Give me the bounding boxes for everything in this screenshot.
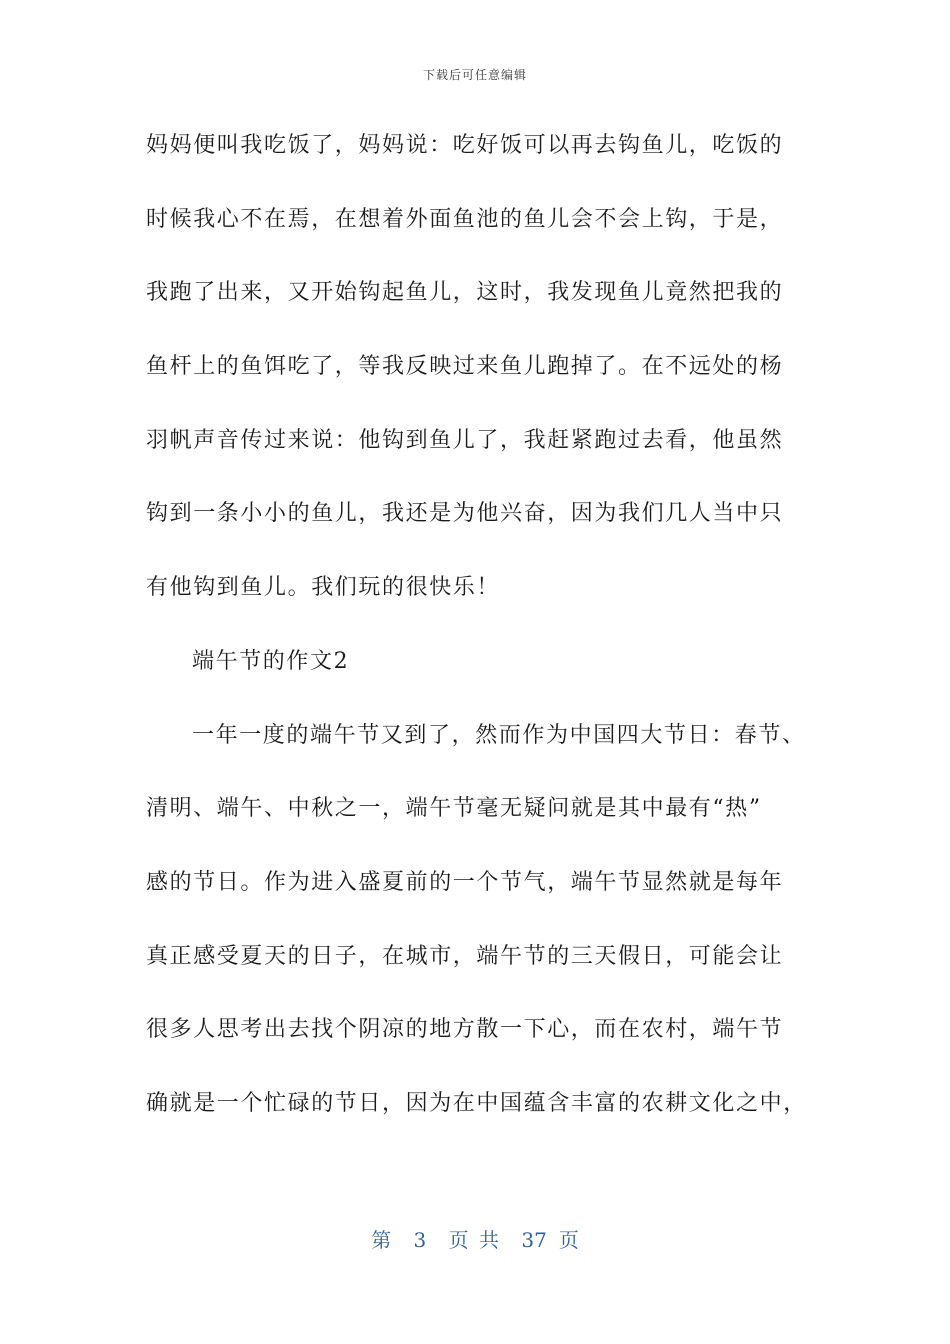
footer-page-number: 3	[413, 1228, 427, 1252]
section-heading: 端午节的作文2	[192, 648, 350, 674]
footer-prefix: 第	[371, 1228, 392, 1252]
footer-total-pages: 37	[521, 1228, 547, 1252]
body-line: 妈妈便叫我吃饭了，妈妈说：吃好饭可以再去钩鱼儿，吃饭的	[146, 133, 784, 158]
body-line: 羽帆声音传过来说：他钩到鱼儿了，我赶紧跑过去看，他虽然	[146, 427, 784, 453]
body-line: 有他钩到鱼儿。我们玩的很快乐！	[146, 575, 501, 601]
footer-mid: 页 共	[448, 1228, 499, 1252]
document-body	[146, 128, 807, 1160]
footer-suffix: 页	[558, 1228, 579, 1252]
body-line: 很多人思考出去找个阴凉的地方散一下心，而在农村，端午节	[146, 1017, 784, 1043]
body-line: 感的节日。作为进入盛夏前的一个节气，端午节显然就是每年	[146, 869, 784, 895]
body-line: 钩到一条小小的鱼儿，我还是为他兴奋，因为我们几人当中只	[146, 501, 784, 527]
body-line: 一年一度的端午节又到了，然而作为中国四大节日：春节、	[192, 722, 806, 748]
page-footer	[0, 1224, 950, 1253]
body-line: 确就是一个忙碌的节日，因为在中国蕴含丰富的农耕文化之中，	[146, 1090, 807, 1116]
page-header: 下载后可任意编辑	[422, 68, 527, 82]
body-line: 真正感受夏天的日子，在城市，端午节的三天假日，可能会让	[146, 943, 784, 969]
body-line: 我跑了出来，又开始钩起鱼儿，这时，我发现鱼儿竟然把我的	[146, 280, 784, 306]
body-line: 清明、端午、中秋之一，端午节毫无疑问就是其中最有“热”	[146, 796, 762, 822]
body-line: 鱼杆上的鱼饵吃了，等我反映过来鱼儿跑掉了。在不远处的杨	[146, 354, 784, 380]
body-line: 时候我心不在焉，在想着外面鱼池的鱼儿会不会上钩，于是，	[146, 206, 784, 232]
